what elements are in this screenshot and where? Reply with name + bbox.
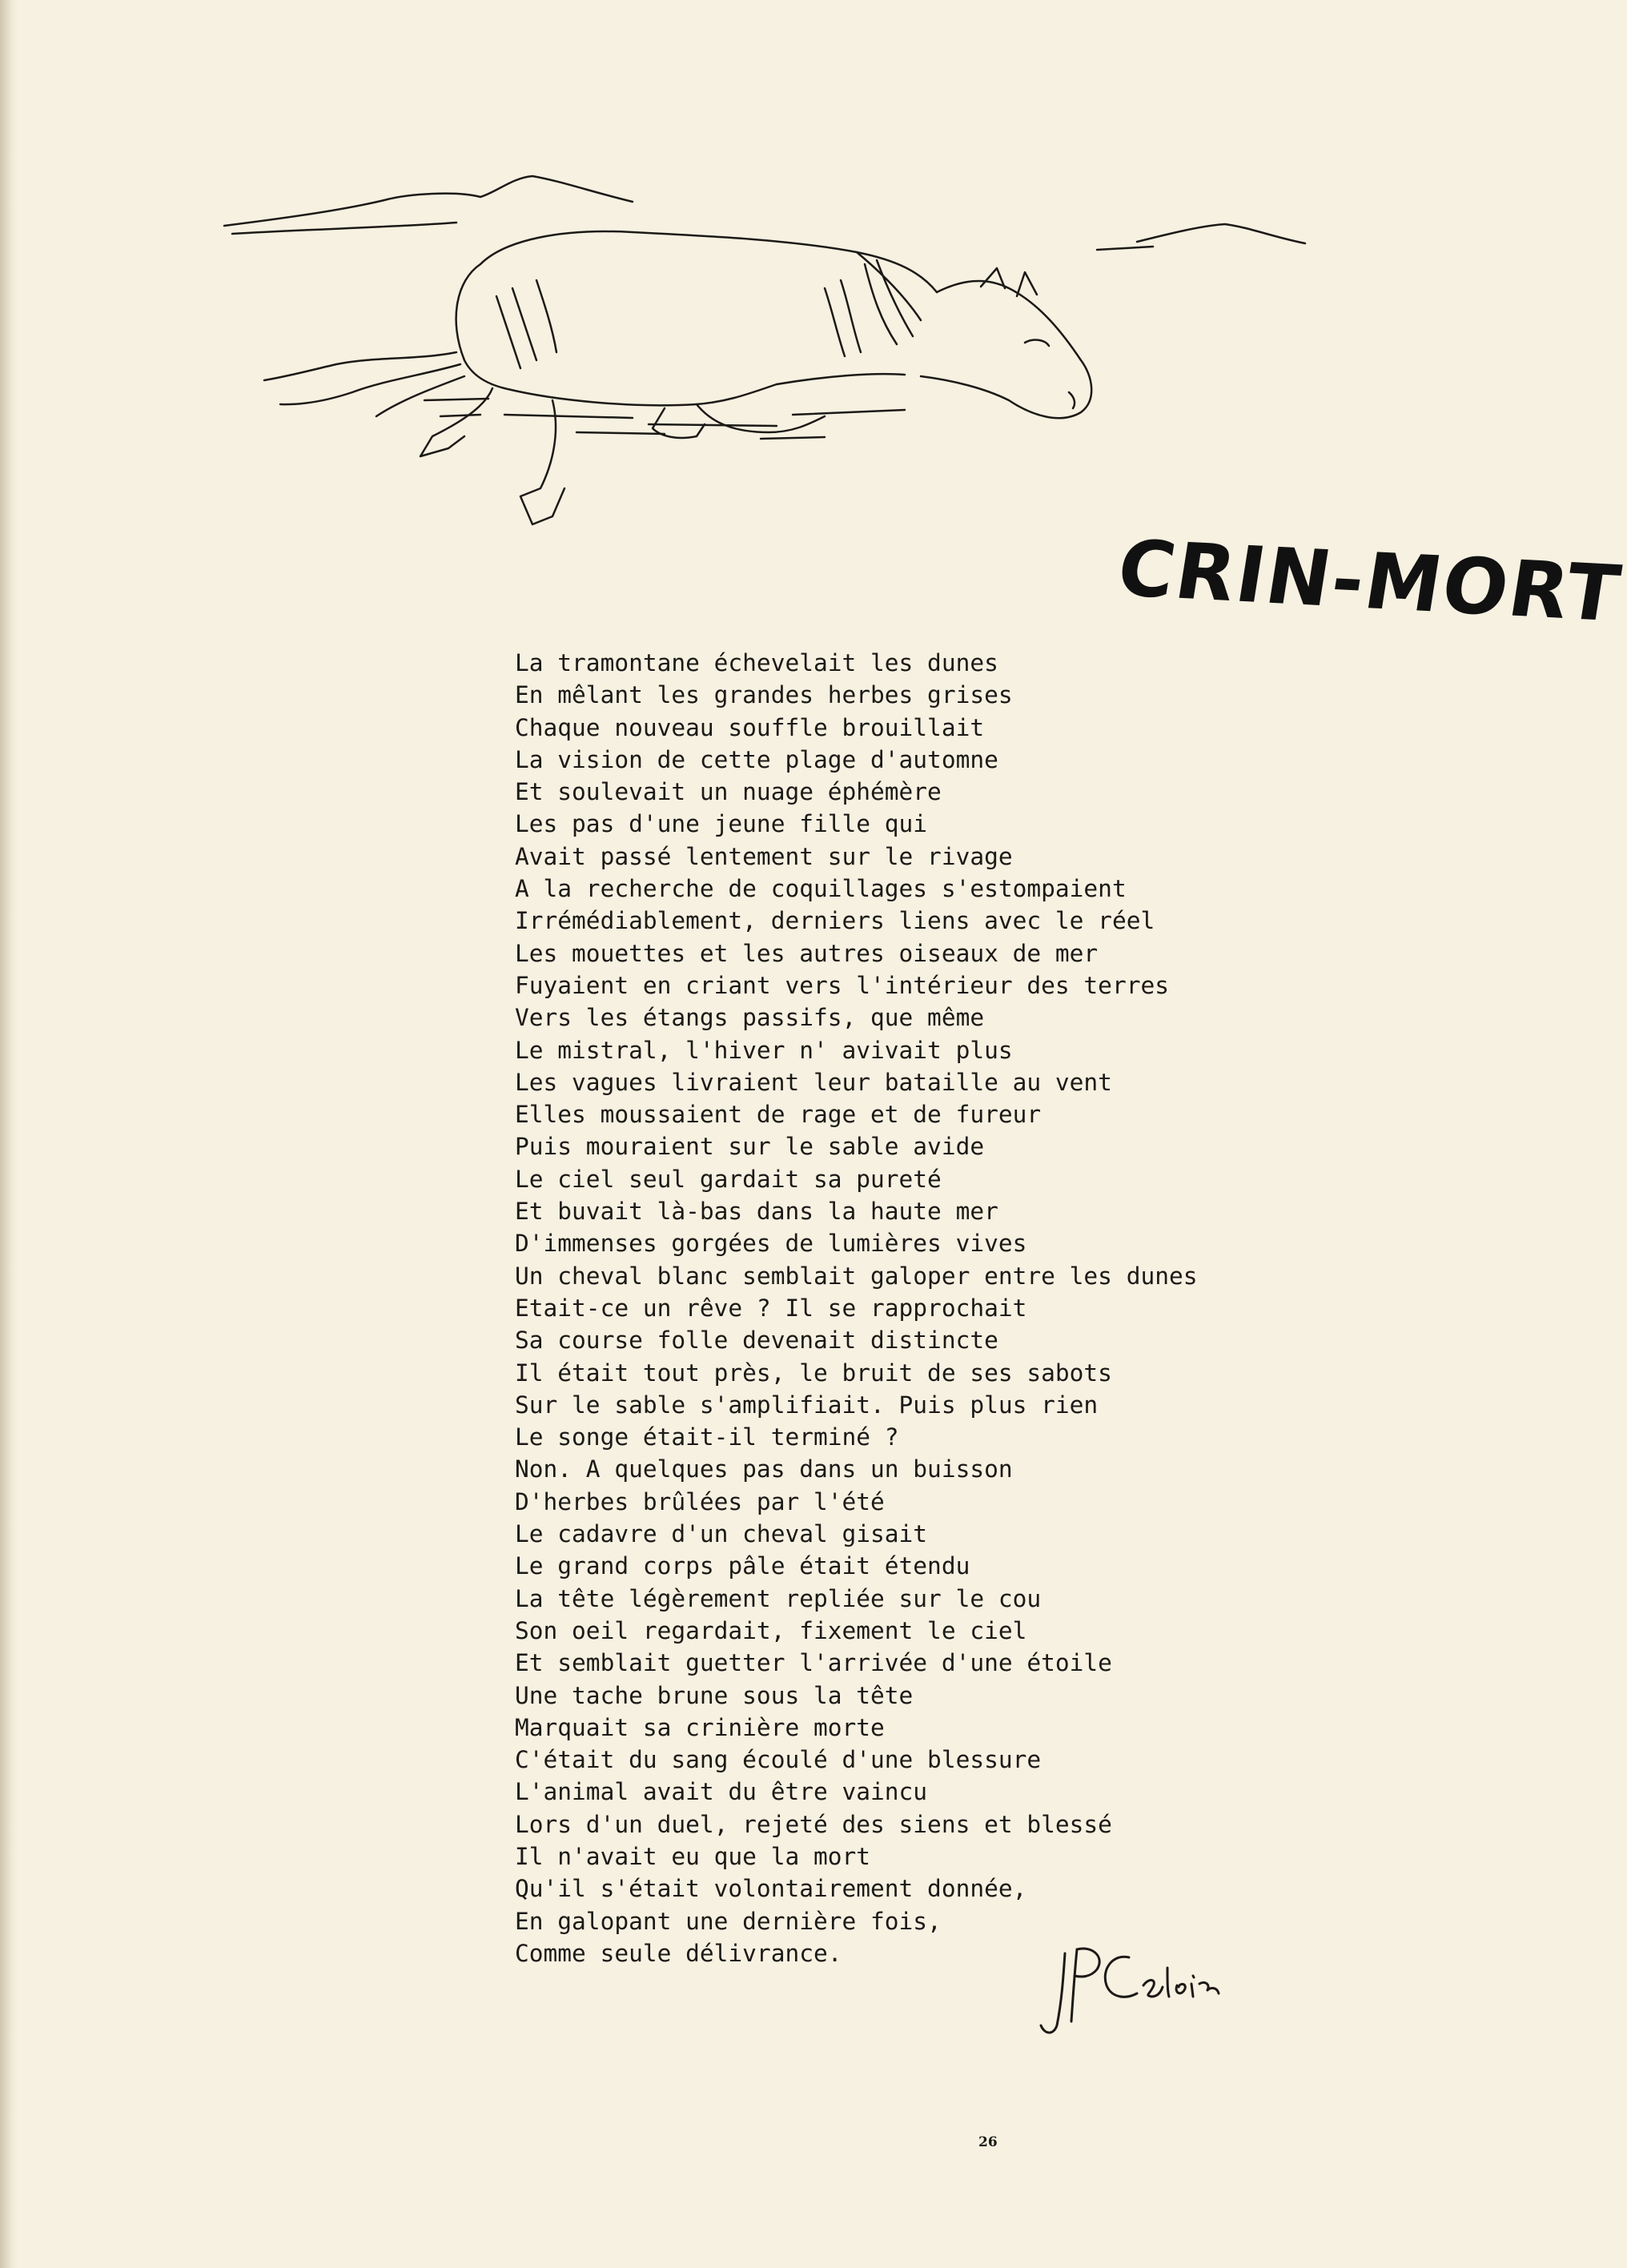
poem-line: Qu'il s'était volontairement donnée, xyxy=(515,1875,1027,1903)
poem-line: Les vagues livraient leur bataille au vent xyxy=(515,1068,1112,1096)
poem-line: Lors d'un duel, rejeté des siens et blessé xyxy=(515,1810,1112,1838)
poem-line: Le songe était-il terminé ? xyxy=(515,1423,899,1451)
poem-line: Le grand corps pâle était étendu xyxy=(515,1552,970,1580)
poem-line: Sa course folle devenait distincte xyxy=(515,1327,998,1355)
poem-line: Le mistral, l'hiver n' avivait plus xyxy=(515,1036,1013,1064)
page-number: 26 xyxy=(978,2134,998,2150)
poem-line: L'animal avait du être vaincu xyxy=(515,1778,928,1806)
poem-line: D'immenses gorgées de lumières vives xyxy=(515,1230,1027,1258)
poem-line: Les mouettes et les autres oiseaux de mer xyxy=(515,939,1099,967)
poem-line: Chaque nouveau souffle brouillait xyxy=(515,713,985,741)
poem-line: Vers les étangs passifs, que même xyxy=(515,1004,985,1032)
poem-line: Sur le sable s'amplifiait. Puis plus rien xyxy=(515,1391,1099,1419)
poem-text xyxy=(515,647,1198,1969)
poem-line: Les pas d'une jeune fille qui xyxy=(515,810,928,838)
poem-line: Non. A quelques pas dans un buisson xyxy=(515,1455,1013,1483)
poem-line: Un cheval blanc semblait galoper entre les dunes xyxy=(515,1262,1198,1290)
poem-line: Et buvait là-bas dans la haute mer xyxy=(515,1198,998,1226)
poem-line: Une tache brune sous la tête xyxy=(515,1681,914,1709)
poem-line: Puis mouraient sur le sable avide xyxy=(515,1133,985,1161)
poem-line: Etait-ce un rêve ? Il se rapprochait xyxy=(515,1294,1027,1322)
poem-line: Elles moussaient de rage et de fureur xyxy=(515,1101,1042,1129)
poem-line: Comme seule délivrance. xyxy=(515,1939,842,1967)
poem-title: CRIN-MORT xyxy=(1111,523,1627,640)
poem-line: Le ciel seul gardait sa pureté xyxy=(515,1165,942,1193)
poem-line: Il était tout près, le bruit de ses sabots xyxy=(515,1359,1112,1387)
poem-line: Il n'avait eu que la mort xyxy=(515,1842,871,1870)
poem-line: La vision de cette plage d'automne xyxy=(515,745,998,773)
poem-line: Avait passé lentement sur le rivage xyxy=(515,842,1013,870)
poem-line: Fuyaient en criant vers l'intérieur des terres xyxy=(515,971,1169,999)
poem-line: Et semblait guetter l'arrivée d'une étoile xyxy=(515,1649,1112,1677)
poem-line: C'était du sang écoulé d'une blessure xyxy=(515,1746,1042,1774)
poem-line: La tête légèrement repliée sur le cou xyxy=(515,1584,1042,1612)
poem-line: En galopant une dernière fois, xyxy=(515,1907,942,1935)
page-binding-edge xyxy=(0,0,18,2268)
poem-line: Le cadavre d'un cheval gisait xyxy=(515,1520,928,1548)
poem-line: Et soulevait un nuage éphémère xyxy=(515,778,942,806)
poem-line: Marquait sa crinière morte xyxy=(515,1713,885,1741)
poem-line: Son oeil regardait, fixement le ciel xyxy=(515,1616,1027,1644)
poem-line: En mêlant les grandes herbes grises xyxy=(515,681,1013,709)
poem-line: La tramontane échevelait les dunes xyxy=(515,649,998,676)
poem-line: D'herbes brûlées par l'été xyxy=(515,1487,885,1515)
poem-line: Irrémédiablement, derniers liens avec le réel xyxy=(515,907,1155,935)
poem-line: A la recherche de coquillages s'estompaient xyxy=(515,875,1127,903)
author-signature xyxy=(1033,1937,1225,2049)
